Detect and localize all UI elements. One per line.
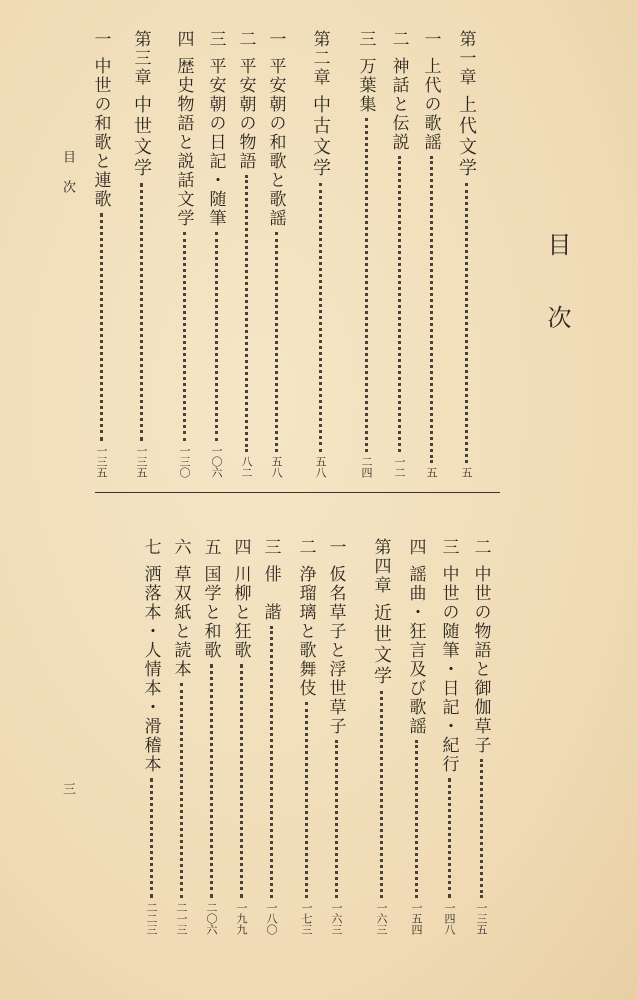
page-number: 三 [60,782,75,797]
toc-chapter-entry [453,30,479,478]
dot-leader [448,778,451,898]
entry-number: 第一章 [455,30,476,87]
entry-page-number: 一五四 [410,902,423,935]
entry-title: 謡曲・狂言及び歌謡 [405,565,426,736]
entry-page-number: 二四 [360,456,373,478]
entry-number: 六 [170,538,191,557]
entry-title: 上代文学 [456,95,477,179]
entry-number: 三 [355,30,376,49]
toc-section-entry [88,30,114,478]
dot-leader [275,232,278,452]
entry-title: 国学と和歌 [200,565,221,660]
entry-number: 四 [230,538,251,557]
dot-leader [270,626,273,898]
entry-number: 三 [260,538,281,557]
entry-page-number: 二〇六 [205,902,218,935]
entry-title: 平安朝の日記・随筆 [205,57,226,228]
entry-title: 中古文学 [310,95,331,179]
dot-leader [480,759,483,898]
dot-leader [150,778,153,898]
dot-leader [100,213,103,441]
entry-number: 四 [173,30,194,49]
toc-section-entry [468,538,494,935]
entry-number: 一 [325,538,346,557]
dot-leader [210,664,213,898]
entry-number: 五 [200,538,221,557]
entry-page-number: 五 [460,467,473,478]
entry-number: 二 [235,30,256,49]
entry-page-number: 一三五 [95,445,108,478]
entry-title: 中世の和歌と連歌 [90,57,111,209]
running-head: 目 次 [60,150,75,195]
entry-number: 一 [420,30,441,49]
entry-page-number: 五八 [314,456,327,478]
entry-page-number: 一八〇 [265,902,278,935]
entry-page-number: 五 [425,467,438,478]
toc-chapter-entry [368,538,394,935]
entry-number: 三 [438,538,459,557]
dot-leader [415,740,418,898]
toc-title-char-2: 次 [543,305,571,331]
entry-page-number: 八二 [240,456,253,478]
entry-page-number: 五八 [270,456,283,478]
toc-section-entry [263,30,289,478]
entry-number: 一 [90,30,111,49]
dot-leader [365,118,368,452]
entry-number: 七 [140,538,161,557]
entry-number: 二 [470,538,491,557]
entry-number: 三 [205,30,226,49]
entry-page-number: 一〇六 [210,445,223,478]
entry-title: 浄瑠璃と歌舞伎 [295,565,316,698]
toc-chapter-entry [128,30,154,478]
toc-section-entry [171,30,197,478]
entry-number: 第二章 [309,30,330,87]
entry-title: 平安朝の物語 [235,57,256,171]
dot-leader [380,691,383,898]
dot-leader [319,183,322,452]
dot-leader [245,175,248,452]
entry-title: 中世の物語と御伽草子 [470,565,491,755]
toc-section-entry [386,30,412,478]
toc-section-entry [228,538,254,935]
toc-section-entry [323,538,349,935]
entry-page-number: 一二 [393,456,406,478]
entry-page-number: 二二三 [145,902,158,935]
entry-number: 第四章 [370,538,391,595]
entry-title: 中世の随筆・日記・紀行 [438,565,459,774]
entry-title: 歴史物語と説話文学 [173,57,194,228]
entry-title: 洒落本・人情本・滑稽本 [140,565,161,774]
entry-page-number: 一四八 [443,902,456,935]
entry-page-number: 一七三 [300,902,313,935]
toc-title-char-1: 目 [543,232,571,258]
entry-title: 万葉集 [355,57,376,114]
toc-section-entry [293,538,319,935]
entry-page-number: 一三五 [135,445,148,478]
entry-title: 上代の歌謡 [420,57,441,152]
entry-page-number: 一九九 [235,902,248,935]
toc-section-entry [168,538,194,935]
entry-title: 仮名草子と浮世草子 [325,565,346,736]
dot-leader [335,740,338,898]
dot-leader [430,156,433,463]
entry-page-number: 二一三 [175,902,188,935]
divider-line [95,492,500,493]
entry-page-number: 一三五 [475,902,488,935]
dot-leader [183,232,186,441]
toc-section-entry [403,538,429,935]
toc-section-entry [418,30,444,478]
entry-page-number: 一三〇 [178,445,191,478]
dot-leader [140,183,143,441]
toc-section-entry [258,538,284,935]
entry-title: 川柳と狂歌 [230,565,251,660]
entry-title: 俳 諧 [260,565,281,622]
entry-number: 一 [265,30,286,49]
entry-title: 平安朝の和歌と歌謡 [265,57,286,228]
dot-leader [305,702,308,898]
dot-leader [215,232,218,441]
dot-leader [240,664,243,898]
toc-chapter-entry [307,30,333,478]
entry-page-number: 一六三 [375,902,388,935]
entry-title: 近世文学 [371,603,392,687]
entry-number: 四 [405,538,426,557]
dot-leader [180,683,183,898]
toc-section-entry [198,538,224,935]
entry-title: 中世文学 [131,95,152,179]
entry-title: 草双紙と読本 [170,565,191,679]
toc-section-entry [203,30,229,478]
entry-number: 二 [295,538,316,557]
toc-section-entry [436,538,462,935]
entry-page-number: 一六三 [330,902,343,935]
entry-number: 二 [388,30,409,49]
entry-number: 第三章 [130,30,151,87]
entry-title: 神話と伝説 [388,57,409,152]
dot-leader [398,156,401,452]
toc-section-entry [138,538,164,935]
toc-section-entry [233,30,259,478]
dot-leader [465,183,468,463]
toc-section-entry [353,30,379,478]
